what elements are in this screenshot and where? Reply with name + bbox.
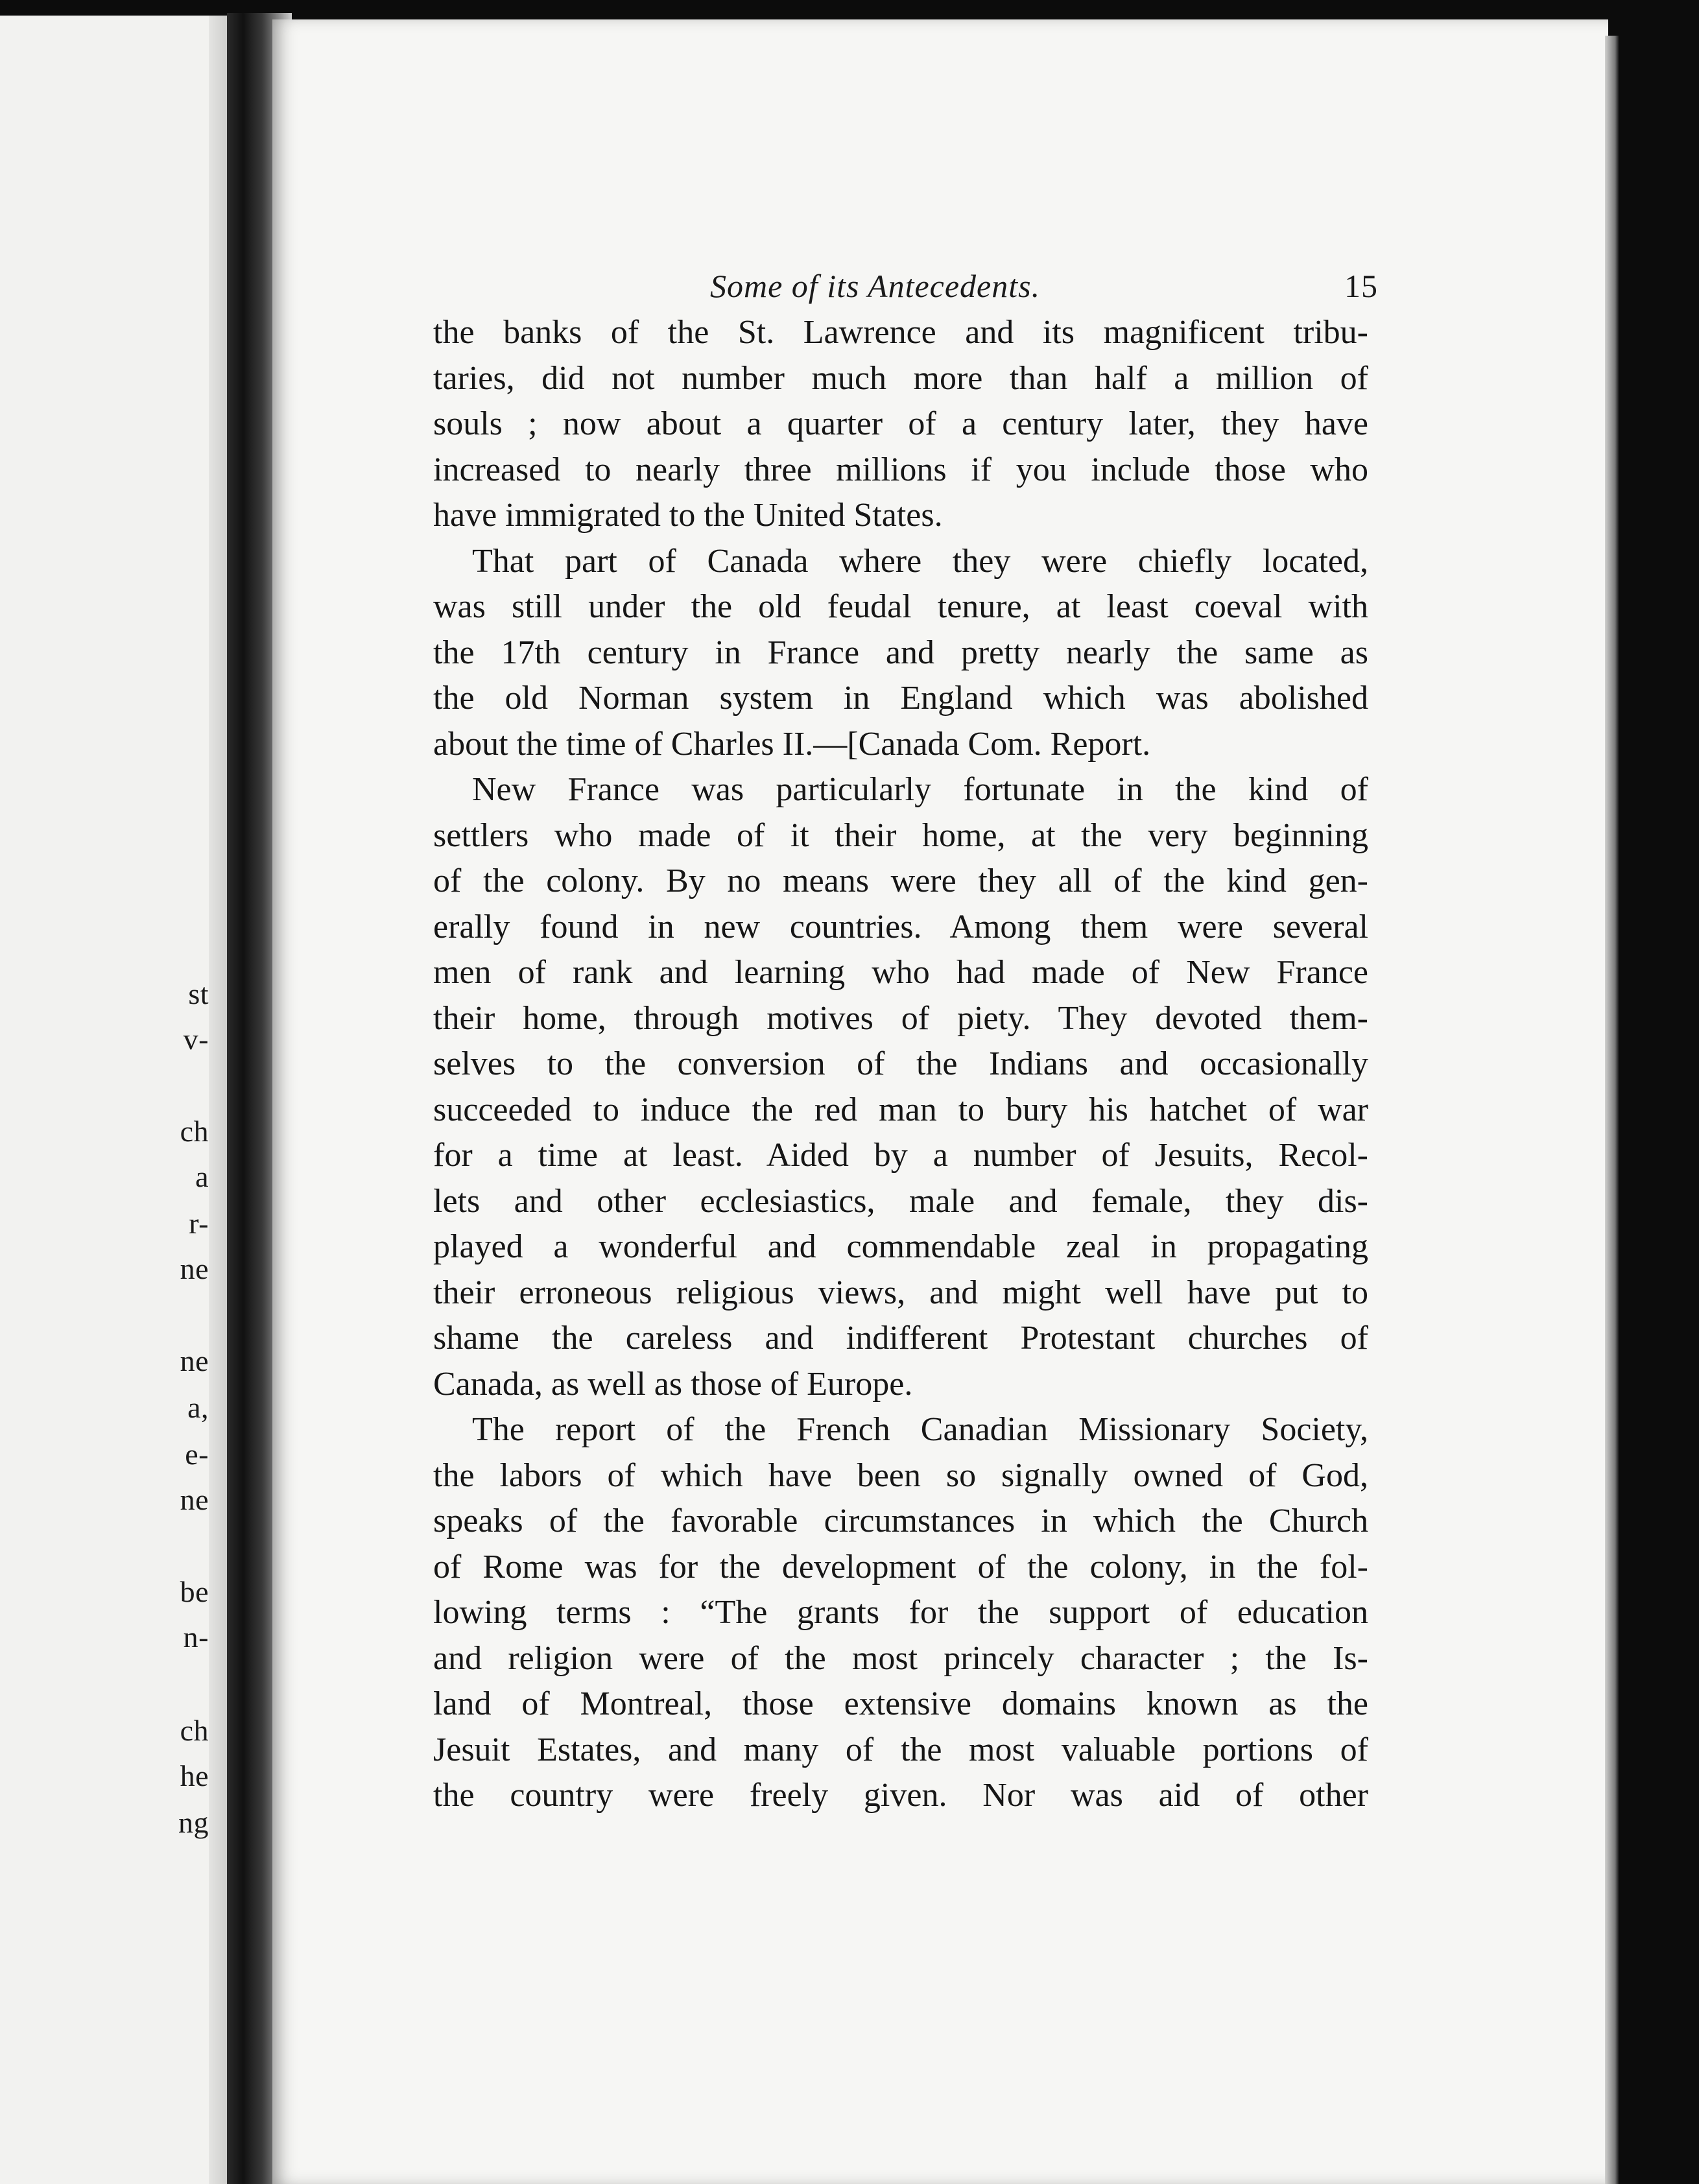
text-line: speaks of the favorable circumstances in which the Church xyxy=(433,1502,1368,1539)
page-number: 15 xyxy=(1344,268,1378,304)
text-line: the banks of the St. Lawrence and its magnificent tribu- xyxy=(433,314,1368,351)
left-fragment: ne xyxy=(180,1483,209,1516)
text-line: succeeded to induce the red man to bury his hatchet of war xyxy=(433,1091,1368,1128)
text-line: about the time of Charles II.—[Canada Com. Report. xyxy=(433,725,1151,763)
text-line: Canada, as well as those of Europe. xyxy=(433,1365,913,1403)
text-line: and religion were of the most princely character ; the Is- xyxy=(433,1639,1368,1677)
left-fragment: ch xyxy=(180,1115,209,1148)
text-line: shame the careless and indifferent Protestant churches of xyxy=(433,1320,1368,1357)
left-fragment: v- xyxy=(183,1023,209,1056)
text-line: taries, did not number much more than half a million of xyxy=(433,359,1368,397)
text-line: increased to nearly three millions if you include those who xyxy=(433,451,1368,488)
text-line: of the colony. By no means were they all of the kind gen- xyxy=(433,862,1368,899)
paragraph xyxy=(433,767,1368,1407)
text-line: men of rank and learning who had made of New France xyxy=(433,954,1368,991)
left-fragment: ne xyxy=(180,1344,209,1377)
text-line: The report of the French Canadian Missionary Society, xyxy=(472,1411,1368,1448)
text-line: settlers who made of it their home, at the very beginning xyxy=(433,816,1368,854)
text-line: for a time at least. Aided by a number of Jesuits, Recol- xyxy=(433,1137,1368,1174)
text-line: New France was particularly fortunate in the kind of xyxy=(472,771,1368,808)
text-line: their erroneous religious views, and might well have put to xyxy=(433,1274,1368,1311)
left-fragment: st xyxy=(188,977,209,1010)
text-line: selves to the conversion of the Indians and occasionally xyxy=(433,1045,1368,1082)
text-line: That part of Canada where they were chiefly located, xyxy=(472,542,1368,580)
text-line: lets and other ecclesiastics, male and female, they dis- xyxy=(433,1182,1368,1220)
paragraph xyxy=(433,310,1368,539)
text-line: the labors of which have been so signally owned of God, xyxy=(433,1456,1368,1494)
text-line: their home, through motives of piety. They devoted them- xyxy=(433,999,1368,1037)
text-line: played a wonderful and commendable zeal in propagating xyxy=(433,1228,1368,1265)
left-fragment: n- xyxy=(183,1620,209,1654)
paragraph xyxy=(433,1407,1368,1819)
text-line: the 17th century in France and pretty nearly the same as xyxy=(433,634,1368,671)
text-line: lowing terms : “The grants for the support of education xyxy=(433,1594,1368,1631)
text-line: erally found in new countries. Among them were several xyxy=(433,908,1368,945)
text-line: Jesuit Estates, and many of the most valuable portions of xyxy=(433,1731,1368,1768)
left-fragment: ch xyxy=(180,1714,209,1747)
gutter-shadow xyxy=(209,16,227,2184)
left-fragment: ng xyxy=(178,1806,209,1839)
running-title: Some of its Antecedents. xyxy=(710,268,1041,304)
left-fragment: he xyxy=(180,1759,209,1792)
text-line: the old Norman system in England which was abolished xyxy=(433,680,1368,717)
left-fragment: a xyxy=(195,1160,209,1193)
text-line: have immigrated to the United States. xyxy=(433,497,943,534)
text-line: land of Montreal, those extensive domains known as the xyxy=(433,1685,1368,1722)
page-edge-shadow xyxy=(1605,36,1619,2184)
left-fragment: e- xyxy=(185,1438,209,1471)
text-line: of Rome was for the development of the colony, in the fol- xyxy=(433,1548,1368,1585)
left-fragment: be xyxy=(180,1575,209,1608)
text-line: souls ; now about a quarter of a century later, they have xyxy=(433,405,1368,442)
left-fragment: ne xyxy=(180,1252,209,1285)
text-line: the country were freely given. Nor was aid of other xyxy=(433,1777,1368,1814)
body-text xyxy=(433,310,1368,1819)
text-line: was still under the old feudal tenure, at least coeval with xyxy=(433,588,1368,625)
running-head xyxy=(710,267,1378,313)
paragraph xyxy=(433,539,1368,768)
left-fragment: a, xyxy=(187,1391,209,1424)
left-fragment: r- xyxy=(189,1207,209,1240)
previous-page-fragment xyxy=(0,16,227,2184)
